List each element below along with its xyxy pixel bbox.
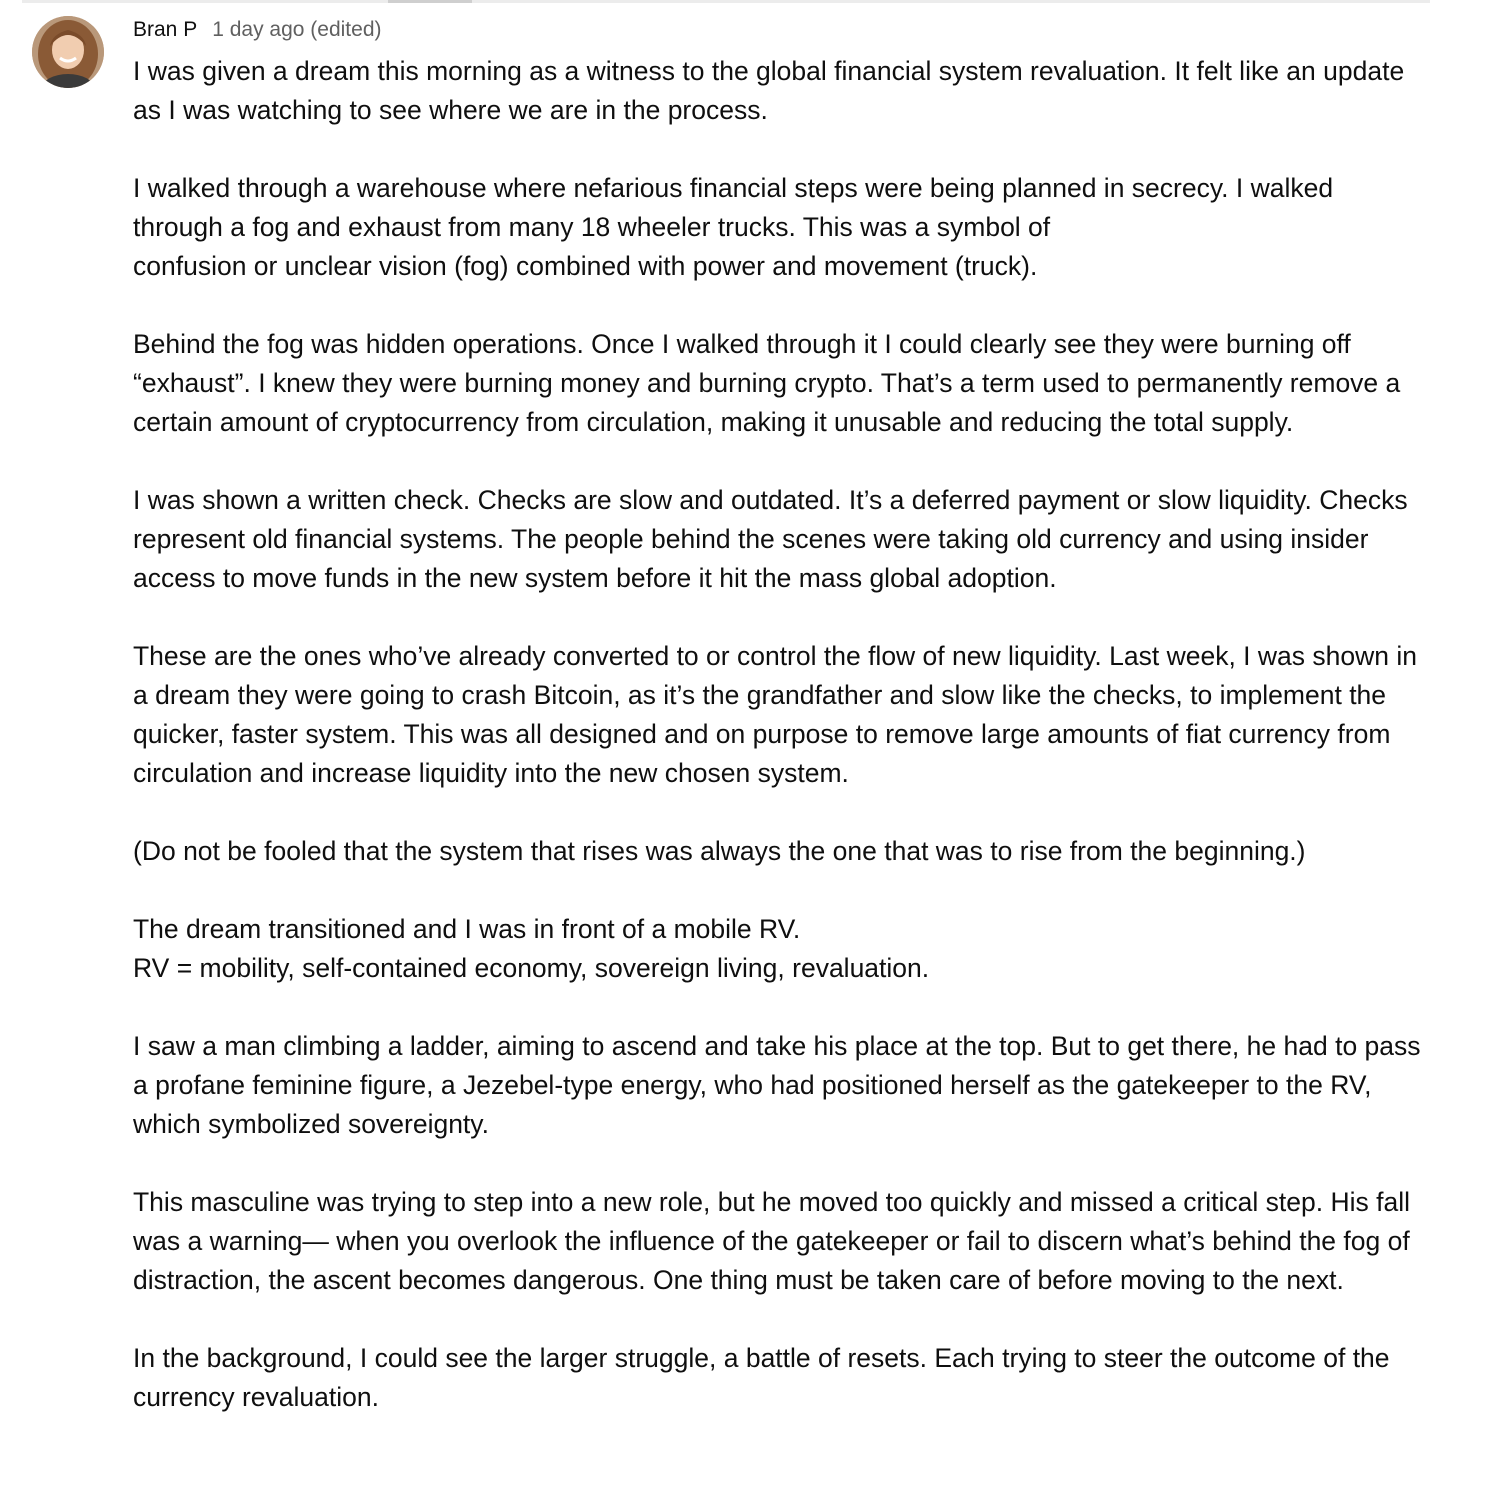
comment-paragraph: In the background, I could see the larger struggle, a battle of resets. Each trying to steer the outcome of the currency revaluation. (133, 1343, 1390, 1412)
avatar[interactable] (32, 16, 104, 88)
comment-paragraph: I walked through a warehouse where nefarious financial steps were being planned in secrecy. I walked through a fog and exhaust from many 18 wheeler trucks. This was a symbol of confusion or unclear vision (fog) combined with power and movement (truck). (133, 173, 1334, 281)
comment-paragraph: This masculine was trying to step into a new role, but he moved too quickly and missed a critical step. His fall was a warning— when you overlook the influence of the gatekeeper or fail to discern what’s behind the fog of distraction, the ascent becomes dangerous. One thing must be taken care of before moving to the next. (133, 1187, 1410, 1295)
author-name[interactable]: Bran P (133, 18, 198, 41)
comment-header (133, 18, 382, 46)
comment-paragraph: I saw a man climbing a ladder, aiming to ascend and take his place at the top. But to get there, he had to pass a profane feminine figure, a Jezebel-type energy, who had positioned herself as the gatekeeper to the RV, which symbolized sovereignty. (133, 1031, 1421, 1139)
comment-paragraph: I was shown a written check. Checks are slow and outdated. It’s a deferred payment or slow liquidity. Checks represent old financial systems. The people behind the scenes were taking old currency and using insider access to move funds in the new system before it hit the mass global adoption. (133, 485, 1408, 593)
comment-paragraph: The dream transitioned and I was in front of a mobile RV. RV = mobility, self-contained economy, sovereign living, revaluation. (133, 914, 930, 983)
comment-paragraph: I was given a dream this morning as a witness to the global financial system revaluation. It felt like an update as I was watching to see where we are in the process. (133, 56, 1405, 125)
comment-paragraph: These are the ones who’ve already converted to or control the flow of new liquidity. Last week, I was shown in a dream they were going to crash Bitcoin, as it’s the grandfather and slow like the checks, to implement the quicker, faster system. This was all designed and on purpose to remove large amounts of fiat currency from circulation and increase liquidity into the new chosen system. (133, 641, 1417, 788)
comment-paragraph: (Do not be fooled that the system that rises was always the one that was to rise from the beginning.) (133, 836, 1306, 866)
comment-timestamp[interactable]: 1 day ago (edited) (212, 18, 382, 41)
profile-photo-icon (32, 16, 104, 88)
comment-body (133, 52, 1423, 1456)
comment-paragraph: Behind the fog was hidden operations. Once I walked through it I could clearly see they were burning off “exhaust”. I knew they were burning money and burning crypto. That’s a term used to permanently remove a certain amount of cryptocurrency from circulation, making it unusable and reducing the total supply. (133, 329, 1401, 437)
